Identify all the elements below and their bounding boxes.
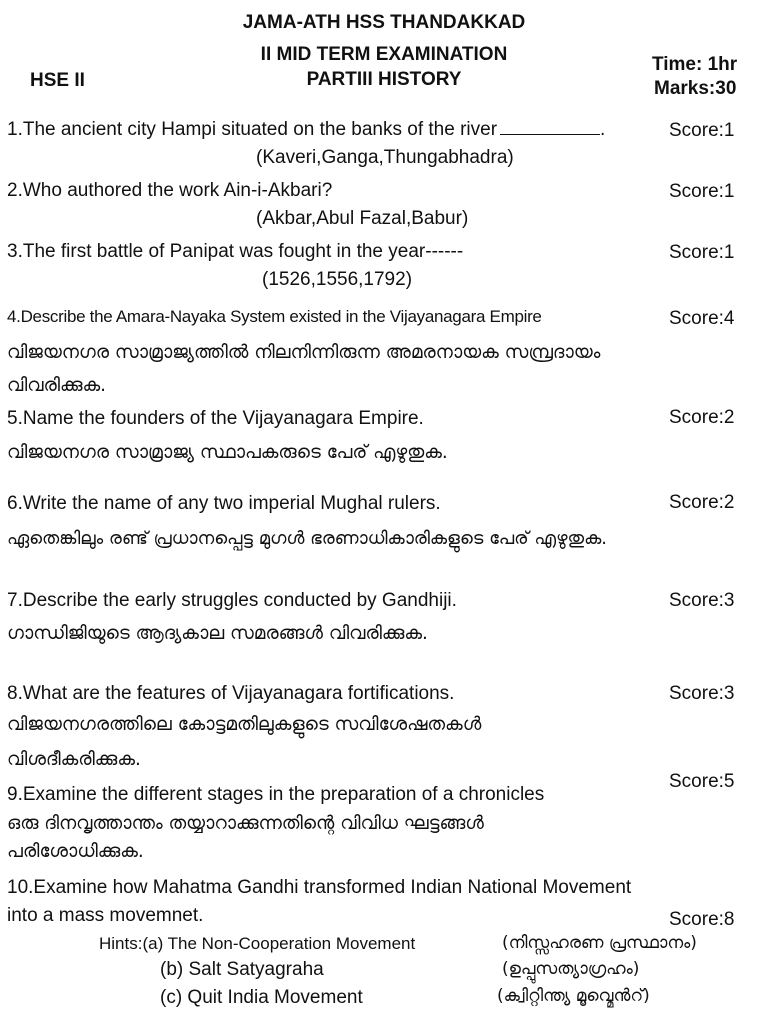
score-2: Score:1 — [669, 181, 735, 202]
answer-blank — [500, 118, 600, 135]
marks-label: Marks:30 — [654, 78, 737, 99]
question-10-line2: into a mass movemnet. — [7, 905, 204, 926]
score-9: Score:5 — [669, 771, 735, 792]
score-5: Score:2 — [669, 407, 735, 428]
score-10: Score:8 — [669, 909, 735, 930]
score-4: Score:4 — [669, 308, 735, 329]
question-10-line1: 10.Examine how Mahatma Gandhi transformed Indian National Movement — [7, 877, 632, 898]
question-4-malayalam-line1: വിജയനഗര സാമ്രാജ്യത്തിൽ നിലനിന്നിരുന്ന അമരനായക സമ്പ്രദായം — [7, 342, 601, 363]
score-1: Score:1 — [669, 120, 735, 141]
class-label: HSE II — [30, 70, 85, 91]
school-name: JAMA-ATH HSS THANDAKKAD — [242, 12, 526, 33]
question-8-malayalam-line1: വിജയനഗരത്തിലെ കോട്ടമതിലുകളുടെ സവിശേഷതകൾ — [7, 714, 482, 735]
question-7-malayalam: ഗാന്ധിജിയുടെ ആദ്യകാല സമരങ്ങൾ വിവരിക്കുക. — [7, 623, 428, 644]
question-1-text: 1.The ancient city Hampi situated on the banks of the river — [7, 119, 498, 140]
question-8-malayalam-line2: വിശദീകരിക്കുക. — [7, 749, 141, 770]
hint-a-malayalam: (നിസ്സഹരണ പ്രസ്ഥാനം) — [502, 933, 697, 953]
question-6-malayalam: ഏതെങ്കിലും രണ്ട് പ്രധാനപ്പെട്ട മുഗൾ ഭരണാധികാരികളുടെ പേര് എഴുതുക. — [7, 528, 607, 549]
hint-b-malayalam: (ഉപ്പുസത്യാഗ്രഹം) — [502, 959, 640, 979]
question-1-tail: . — [600, 119, 606, 140]
question-1 — [7, 118, 605, 141]
question-9: 9.Examine the different stages in the preparation of a chronicles — [7, 784, 545, 805]
hint-c-malayalam: (ക്വിറ്റിന്ത്യ മൂവ്മെൻറ്) — [497, 986, 650, 1006]
question-8: 8.What are the features of Vijayanagara fortifications. — [7, 683, 455, 704]
time-label: Time: 1hr — [652, 54, 738, 75]
exam-title: II MID TERM EXAMINATION — [260, 44, 508, 65]
score-6: Score:2 — [669, 492, 735, 513]
question-9-malayalam-line1: ഒരു ദിനവൃത്താന്തം തയ്യാറാക്കുന്നതിന്റെ വിവിധ ഘട്ടങ്ങൾ — [7, 813, 484, 834]
hint-a: Hints:(a) The Non-Cooperation Movement — [99, 934, 416, 953]
question-5: 5.Name the founders of the Vijayanagara Empire. — [7, 408, 424, 429]
options-1: (Kaveri,Ganga,Thungabhadra) — [256, 147, 514, 168]
hint-c: (c) Quit India Movement — [160, 987, 363, 1008]
question-2: 2.Who authored the work Ain-i-Akbari? — [7, 180, 333, 201]
question-3: 3.The first battle of Panipat was fought in the year------ — [7, 241, 464, 262]
options-2: (Akbar,Abul Fazal,Babur) — [256, 208, 469, 229]
options-3: (1526,1556,1792) — [262, 269, 413, 290]
subject-title: PARTIII HISTORY — [306, 69, 462, 90]
question-4: 4.Describe the Amara-Nayaka System existed in the Vijayanagara Empire — [7, 307, 542, 326]
question-9-malayalam-line2: പരിശോധിക്കുക. — [7, 841, 144, 862]
score-8: Score:3 — [669, 683, 735, 704]
hint-b: (b) Salt Satyagraha — [160, 959, 324, 980]
question-5-malayalam: വിജയനഗര സാമ്രാജ്യ സ്ഥാപകരുടെ പേര് എഴുതുക. — [7, 442, 448, 463]
score-7: Score:3 — [669, 590, 735, 611]
score-3: Score:1 — [669, 242, 735, 263]
question-4-malayalam-line2: വിവരിക്കുക. — [7, 375, 107, 396]
question-6: 6.Write the name of any two imperial Mughal rulers. — [7, 493, 441, 514]
question-7: 7.Describe the early struggles conducted by Gandhiji. — [7, 590, 457, 611]
